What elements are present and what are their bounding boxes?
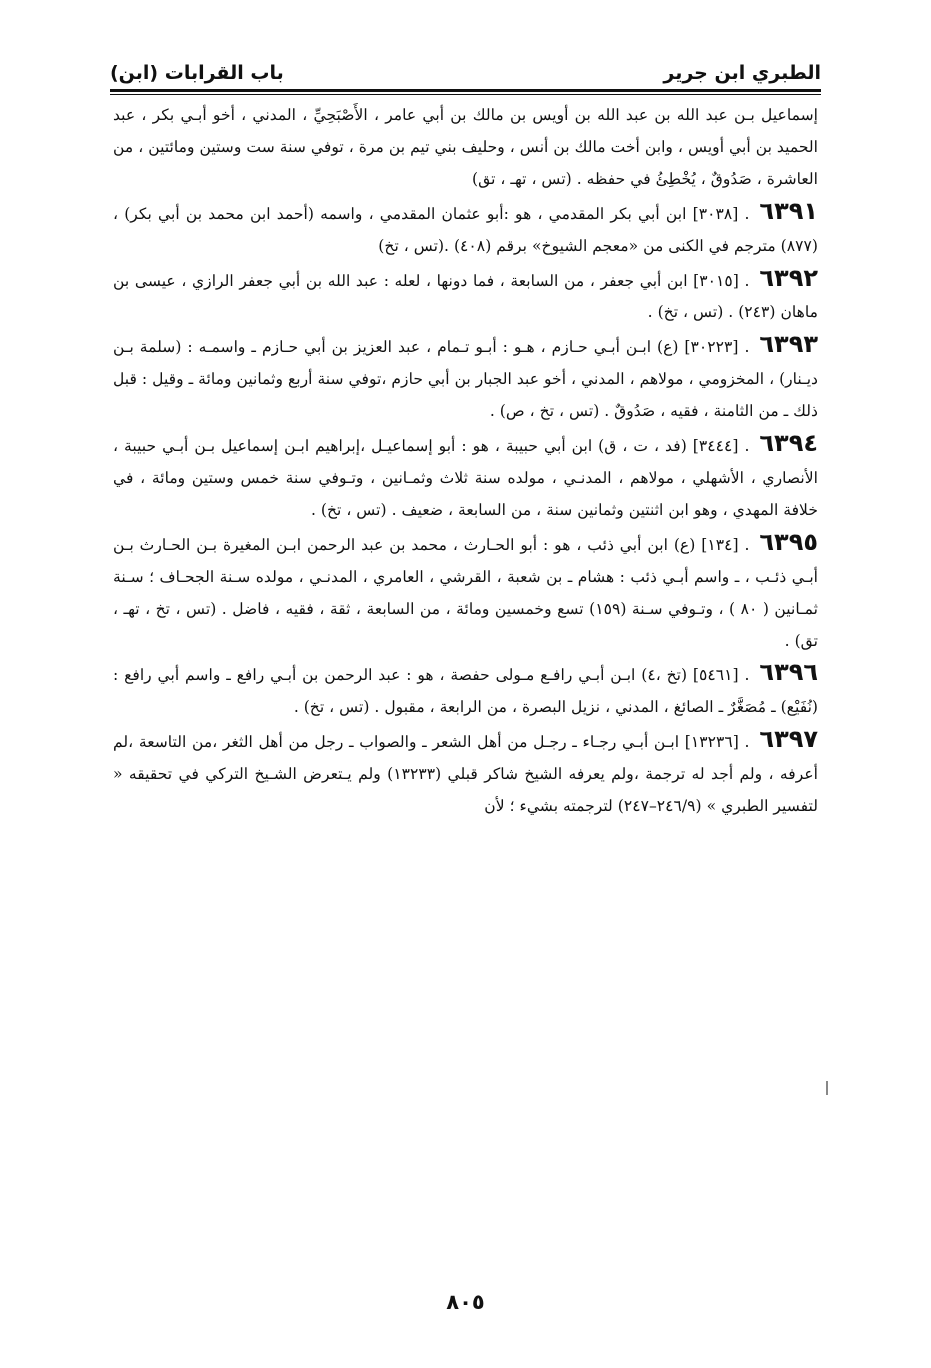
entry-6396 (113, 657, 818, 724)
entry-number: ٦٣٩٣ (759, 330, 818, 359)
entry-6392 (113, 263, 818, 330)
entry-text: إسماعيل بـن عبد الله بن عبد الله بن أويس بن مالك بن أبي عامر ، الأَصْبَحِيِّ ، المدني ، أخو أبـي بكر ، عبد الحميد بن أبي أويس ، وابن أخت مالك بن أنس ، وحليف بني تيم بن مرة ، توفي سنة ست وستين ومائتين ، من العاشرة ، صَدُوقٌ ، يُخْطِئُ في حفظه . (تس ، تهـ ، تق) (113, 106, 818, 188)
entry-continuation (113, 100, 818, 196)
entry-text: . [١٣٤] (ع) ابن أبي ذئب ، هو : أبو الحـارث ، محمد بن عبد الرحمن ابـن المغيرة بـن الحـارث بـن أبـي ذئـب ، ـ واسم أبـي ذئب : هشام ـ بن شعبة ، القرشي ، العامري ، المدنـي ، مولده سـنة الجحـاف ؛ سـنة ثمـانين ( ٨٠ ) ، وتـوفي سـنة (١٥٩) تسع وخمسين ومائة ، من السابعة ، ثقة ، فقيه ، فاضل . (تس ، تخ ، تهـ ، تق) . (113, 535, 818, 650)
entry-text: . [٣٠٣٨] ابن أبي بكر المقدمي ، هو :أبو عثمان المقدمي ، واسمه (أحمد ابن محمد بن أبي بكر) ، (٨٧٧) مترجم في الكنى من «معجم الشيوخ» برقم (٤٠٨) .(تس ، تخ) (113, 204, 818, 255)
entry-number: ٦٣٩٢ (759, 263, 818, 292)
page-body (113, 100, 818, 823)
page-number: ٨٠٥ (446, 1290, 485, 1314)
header-chapter-title: باب القرابات (ابن) (110, 62, 284, 84)
entry-number: ٦٣٩٤ (759, 429, 818, 458)
entry-6393 (113, 329, 818, 428)
entry-text: . [٥٤٦١] (تخ ،٤) ابـن أبـي رافـع مـولى حفصة ، هو : عبد الرحمن بن أبـي رافع ـ واسم أبي رافع : (نُفَيْع) ـ مُصَغَّرٌ ـ الصائغ ، المدني ، نزيل البصرة ، من الرابعة ، مقبول . (تس ، تخ) . (113, 666, 818, 717)
margin-mark (826, 1081, 828, 1095)
running-header (110, 38, 821, 84)
header-rule (110, 89, 821, 92)
entry-text: . [٣٠١٥] ابن أبي جعفر ، من السابعة ، فما دونها ، لعله : عبد الله بن أبي جعفر الرازي ، عيسى بن ماهان (٢٤٣) . (تس ، تخ) . (113, 271, 818, 322)
entry-6395 (113, 527, 818, 658)
entry-text: . [١٣٢٣٦] ابـن أبـي رجـاء ـ رجـل من أهل الشعر ـ والصواب ـ رجل من أهل الثغر ،من التاسعة ،لم أعرفه ، ولم أجد له ترجمة ،ولم يعرفه الشيخ شاكر قبلي (١٣٢٣٣) ولم يـتعرض الشـيخ التركي في تحقيقه « لتفسير الطبري » (٢٤٦/٩–٢٤٧) لترجمته بشيء ؛ لأن (113, 733, 818, 816)
entry-number: ٦٣٩٧ (759, 725, 819, 754)
entry-number: ٦٣٩٥ (759, 527, 818, 556)
entry-6391 (113, 196, 818, 263)
entry-text: . [٣٠٢٢٣] (ع) ابـن أبـي حـازم ، هـو : أبـو تـمام ، عبد العزيز بن أبي حـازم ـ واسمـه : (سلمة بـن ديـنار) ، المخزومي ، مولاهم ، المدني ، أخو عبد الجبار بن أبي حازم ،توفي سنة أربع وثمانين ومائة ـ وقيل : قبل ذلك ـ من الثامنة ، فقيه ، صَدُوقٌ . (تس ، تخ ، ص) . (113, 338, 818, 421)
entry-number: ٦٣٩٦ (759, 658, 819, 687)
entry-6397 (113, 724, 818, 823)
entry-6394 (113, 428, 818, 527)
header-book-title: الطبري ابن جرير (663, 62, 821, 84)
entry-number: ٦٣٩١ (759, 196, 819, 225)
header-rule-thin (110, 94, 821, 95)
entry-text: . [٣٤٤٤] (فد ، ت ، ق) ابن أبي حبيبة ، هو : أبو إسماعيـل ،إبراهيم ابـن إسماعيل بـن أبـي حبيبة ، الأنصاري ، الأشهلي ، مولاهم ، المدنـي ، مولده سنة ثلاث وثمـانين ، وتـوفي سنة خمس وستين ومائة ، في خلافة المهدي ، وهو ابن اثنتين وثمانين سنة ، من السابعة ، ضعيف . (تس ، تخ) . (113, 437, 818, 519)
